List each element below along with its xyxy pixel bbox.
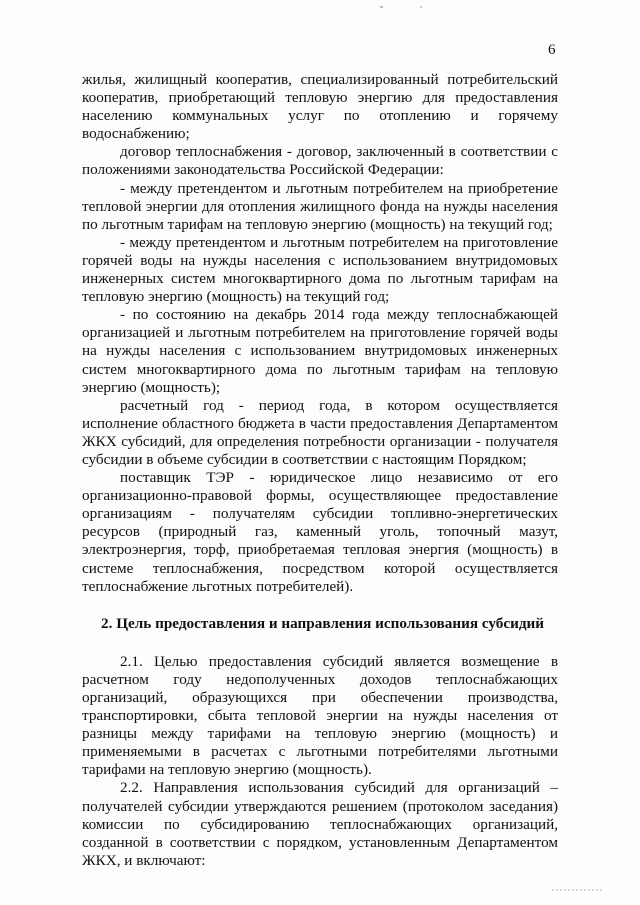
paragraph: - между претендентом и льготным потребителем на приготовление горячей воды на нужды населения с использованием внутридомовых инженерных систем многоквартирного дома по льготным тарифам на тепловую энергию (мощность) на текущий год; bbox=[82, 233, 558, 306]
scan-artifact bbox=[552, 889, 602, 891]
page-number: 6 bbox=[548, 42, 556, 58]
scan-artifact bbox=[380, 6, 383, 8]
paragraph: поставщик ТЭР - юридическое лицо независимо от его организационно-правовой формы, осуществляющее предоставление организациям - получателям субсидии топливно-энергетических ресурсов (природный газ, каменный уголь, топочный мазут, электроэнергия, торф, приобретаемая тепловая энергия (мощность) в системе теплоснабжения, посредством которой осуществляется теплоснабжение льготных потребителей). bbox=[82, 469, 558, 595]
document-body bbox=[82, 71, 558, 870]
paragraph: жилья, жилищный кооператив, специализированный потребительский кооператив, приобретающий тепловую энергию для предоставления населению коммунальных услуг по отоплению и горячему водоснабжению; bbox=[82, 71, 558, 143]
paragraph: расчетный год - период года, в котором осуществляется исполнение областного бюджета в части предоставления Департаментом ЖКХ субсидий, для определения потребности организации - получателя субсидии в объеме субсидии в соответствии с настоящим Порядком; bbox=[82, 396, 558, 468]
section-heading: 2. Цель предоставления и направления использования субсидий bbox=[101, 614, 545, 632]
paragraph: - между претендентом и льготным потребителем на приобретение тепловой энергии для отопления жилищного фонда на нужды населения по льготным тарифам на тепловую энергию (мощность) на текущий год; bbox=[82, 179, 558, 233]
paragraph: договор теплоснабжения - договор, заключенный в соответствии с положениями законодательства Российской Федерации: bbox=[82, 143, 558, 179]
paragraph: - по состоянию на декабрь 2014 года между теплоснабжающей организацией и льготным потребителем на приготовление горячей воды на нужды населения с использованием внутридомовых инженерных систем многоквартирного дома по льготным тарифам на тепловую энергию (мощность); bbox=[82, 306, 558, 396]
scan-artifact bbox=[420, 6, 422, 8]
paragraph: 2.1. Целью предоставления субсидий является возмещение в расчетном году недополученных доходов теплоснабжающих организаций, образующихся при обеспечении производства, транспортировки, сбыта тепловой энергии на нужды населения от разницы между тарифами на тепловую энергию (мощность) и применяемыми в расчетах с льготными потребителями льготными тарифами на тепловую энергию (мощность). bbox=[82, 652, 558, 779]
paragraph: 2.2. Направления использования субсидий для организаций – получателей субсидии утверждаются решением (протоколом заседания) комиссии по субсидированию теплоснабжающих организаций, созданной в соответствии с порядком, установленным Департаментом ЖКХ, и включают: bbox=[82, 779, 558, 869]
